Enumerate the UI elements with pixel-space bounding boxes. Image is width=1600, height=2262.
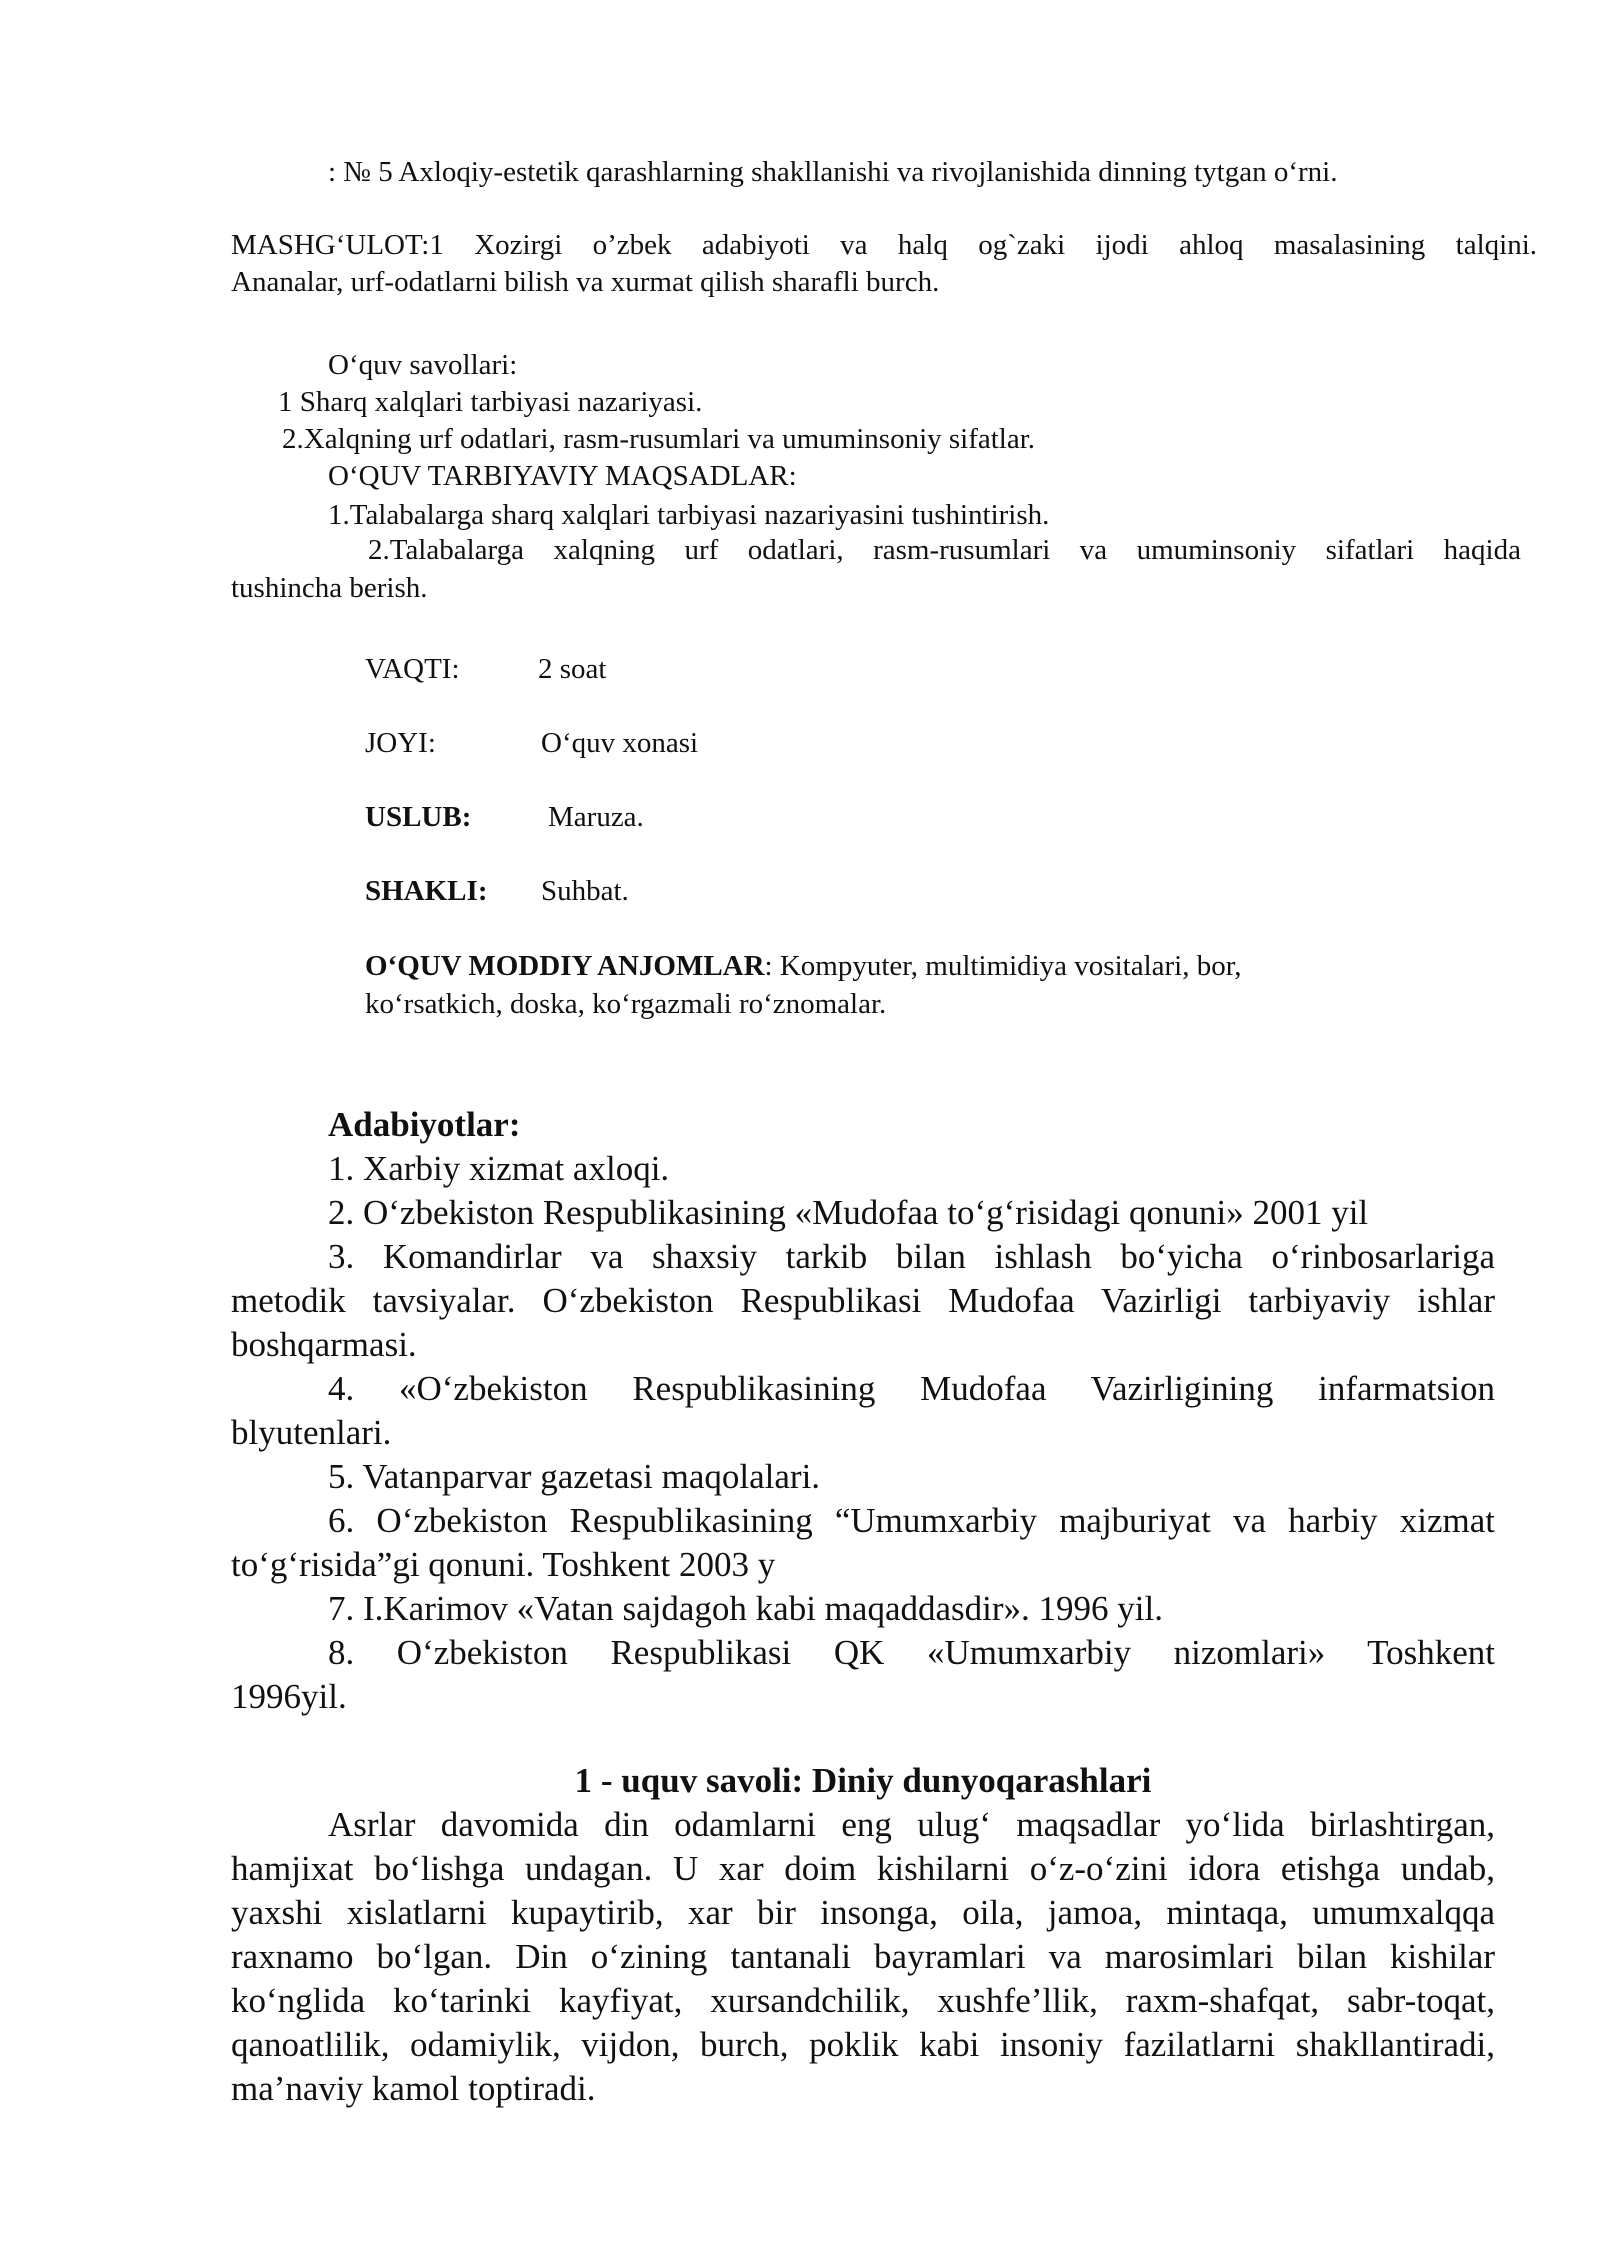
section-paragraph-line-5: ko‘nglida ko‘tarinki kayfiyat, xursandchilik, xushfe’llik, raxm-shafqat, sabr-toqat,: [231, 1981, 1495, 2020]
literature-item-3-line-2: metodik tavsiyalar. O‘zbekiston Respublikasi Mudofaa Vazirligi tarbiyaviy ishlar: [231, 1281, 1495, 1320]
literature-item-5: 5. Vatanparvar gazetasi maqolalari.: [328, 1457, 821, 1496]
section-paragraph-line-4: raxnamo bo‘lgan. Din o‘zining tantanali bayramlari va marosimlari bilan kishilar: [231, 1937, 1495, 1976]
materials-text: : Kompyuter, multimidiya vositalari, bor,: [764, 950, 1242, 982]
materials-line-2: ko‘rsatkich, doska, ko‘rgazmali ro‘znomalar.: [365, 988, 887, 1020]
section-paragraph-line-7: ma’naviy kamol toptiradi.: [231, 2069, 596, 2108]
literature-item-3-line-1: 3. Komandirlar va shaxsiy tarkib bilan ishlash bo‘yicha o‘rinbosarlariga: [328, 1237, 1495, 1276]
form-label: SHAKLI:: [365, 875, 488, 907]
question-item-2: 2.Xalqning urf odatlari, rasm-rusumlari va umuminsoniy sifatlar.: [282, 423, 1036, 455]
literature-item-6-line-2: to‘g‘risida”gi qonuni. Toshkent 2003 y: [231, 1545, 776, 1584]
place-value: O‘quv xonasi: [541, 727, 699, 759]
goal-item-2-line-1: 2.Talabalarga xalqning urf odatlari, rasm-rusumlari va umuminsoniy sifatlari haqida: [368, 534, 1521, 566]
materials-label: O‘QUV MODDIY ANJOMLAR: [365, 950, 765, 982]
literature-heading: Adabiyotlar:: [328, 1105, 521, 1144]
literature-item-4-line-2: blyutenlari.: [231, 1413, 392, 1452]
section-paragraph-line-6: qanoatlilik, odamiylik, vijdon, burch, poklik kabi insoniy fazilatlarni shakllantiradi,: [231, 2025, 1495, 2064]
section-paragraph-line-3: yaxshi xislatlarni kupaytirib, xar bir insonga, oila, jamoa, mintaqa, umumxalqqa: [231, 1893, 1495, 1932]
goal-item-2-line-2: tushincha berish.: [231, 572, 428, 604]
method-label: USLUB:: [365, 801, 472, 833]
time-value: 2 soat: [538, 653, 607, 685]
lesson-line-1: MASHG‘ULOT:1 Xozirgi o’zbek adabiyoti va halq og`zaki ijodi ahloq masalasining talqini.: [231, 229, 1537, 261]
literature-item-3-line-3: boshqarmasi.: [231, 1325, 417, 1364]
literature-item-8-line-2: 1996yil.: [231, 1677, 347, 1716]
method-value: Maruza.: [548, 801, 644, 833]
section-heading: 1 - uquv savoli: Diniy dunyoqarashlari: [574, 1761, 1152, 1800]
literature-item-6-line-1: 6. O‘zbekiston Respublikasining “Umumxarbiy majburiyat va harbiy xizmat: [328, 1501, 1495, 1540]
form-value: Suhbat.: [541, 875, 629, 907]
time-label: VAQTI:: [365, 653, 460, 685]
materials-line-1: [365, 947, 1241, 985]
literature-item-4-line-1: 4. «O‘zbekiston Respublikasining Mudofaa Vazirligining infarmatsion: [328, 1369, 1495, 1408]
goals-heading: O‘QUV TARBIYAVIY MAQSADLAR:: [328, 460, 797, 492]
lesson-line-2: Ananalar, urf-odatlarni bilish va xurmat qilish sharafli burch.: [231, 266, 940, 298]
place-label: JOYI:: [365, 727, 436, 759]
literature-item-7: 7. I.Karimov «Vatan sajdagoh kabi maqaddasdir». 1996 yil.: [328, 1589, 1163, 1628]
question-item-1: 1 Sharq xalqlari tarbiyasi nazariyasi.: [278, 386, 703, 418]
goal-item-1: 1.Talabalarga sharq xalqlari tarbiyasi nazariyasini tushintirish.: [328, 499, 1050, 531]
literature-item-1: 1. Xarbiy xizmat axloqi.: [328, 1149, 670, 1188]
literature-item-8-line-1: 8. O‘zbekiston Respublikasi QK «Umumxarbiy nizomlari» Toshkent: [328, 1633, 1495, 1672]
literature-item-2: 2. O‘zbekiston Respublikasining «Mudofaa to‘g‘risidagi qonuni» 2001 yil: [328, 1193, 1369, 1232]
topic-line: : № 5 Axloqiy-estetik qarashlarning shakllanishi va rivojlanishida dinning tytgan o‘rni.: [328, 156, 1338, 188]
section-paragraph-line-2: hamjixat bo‘lishga undagan. U xar doim kishilarni o‘z-o‘zini idora etishga undab,: [231, 1849, 1495, 1888]
questions-heading: O‘quv savollari:: [328, 349, 518, 381]
section-paragraph-line-1: Asrlar davomida din odamlarni eng ulug‘ maqsadlar yo‘lida birlashtirgan,: [328, 1805, 1495, 1844]
